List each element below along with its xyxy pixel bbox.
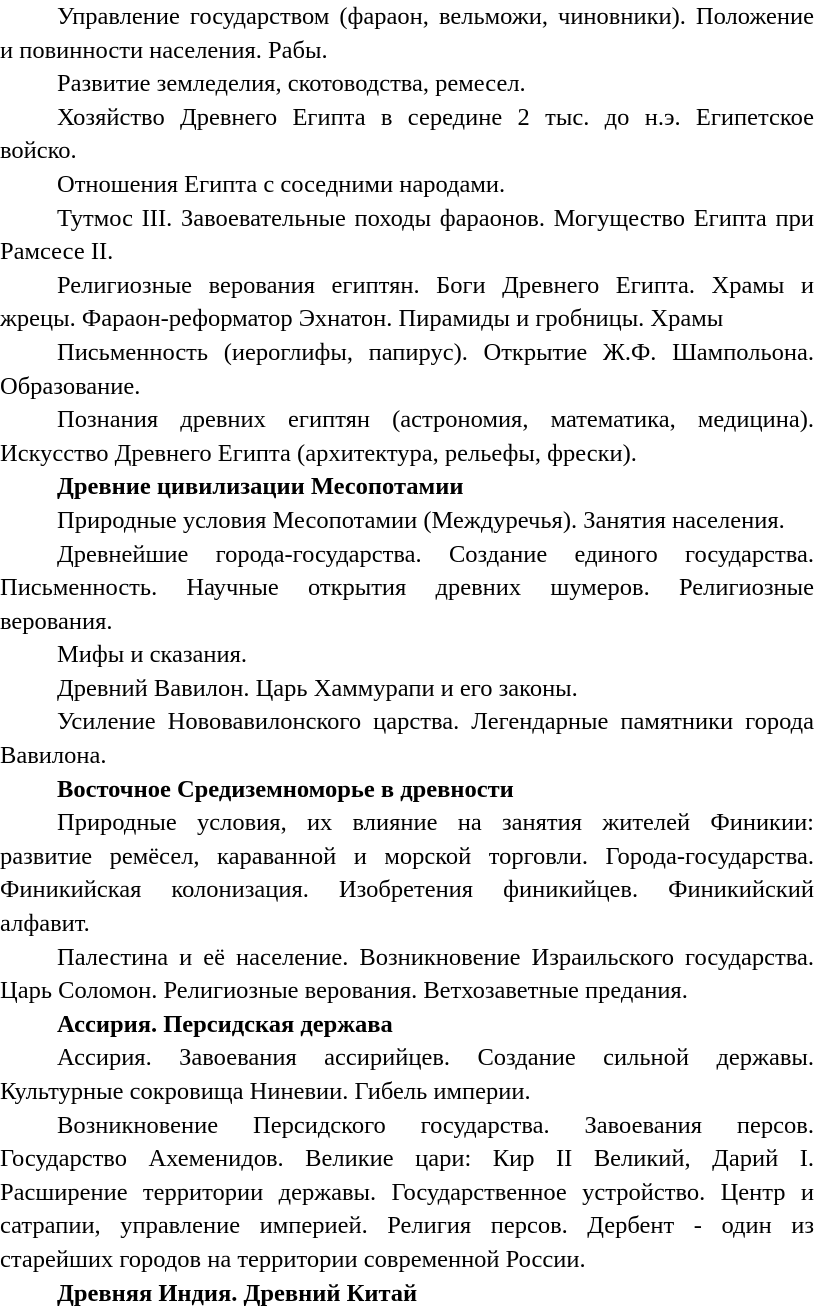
section-heading: Древняя Индия. Древний Китай (57, 1279, 418, 1307)
text-line: Возникновение Персидского государства. Завоевания персов. (57, 1111, 814, 1139)
text-line: Природные условия, их влияние на занятия жителей Финикии: (57, 809, 814, 837)
text-line: Царь Соломон. Религиозные верования. Ветхозаветные предания. (0, 977, 688, 1005)
text-line: Вавилона. (0, 742, 107, 770)
text-line: Письменность (иероглифы, папирус). Открытие Ж.Ф. Шампольона. (57, 338, 814, 366)
text-line: Рамсесе II. (0, 238, 114, 266)
text-line: старейших городов на территории современной России. (0, 1245, 586, 1273)
text-line: и повинности населения. Рабы. (0, 36, 328, 64)
text-line: Мифы и сказания. (57, 641, 248, 669)
text-line: верования. (0, 607, 113, 635)
text-line: развитие ремёсел, караванной и морской торговли. Города-государства. (0, 842, 814, 870)
text-line: Финикийская колонизация. Изобретения финикийцев. Финикийский (0, 876, 814, 904)
text-line: алфавит. (0, 910, 90, 938)
text-line: Усиление Нововавилонского царства. Легендарные памятники города (57, 708, 814, 736)
text-line: Познания древних египтян (астрономия, математика, медицина). (57, 406, 814, 434)
section-heading: Ассирия. Персидская держава (57, 1010, 393, 1038)
section-heading: Древние цивилизации Месопотамии (57, 473, 464, 501)
text-line: Природные условия Месопотамии (Междуречья). Занятия населения. (57, 506, 785, 534)
text-line: Древний Вавилон. Царь Хаммурапи и его законы. (57, 674, 578, 702)
text-line: Ассирия. Завоевания ассирийцев. Создание сильной державы. (57, 1044, 814, 1072)
text-line: войско. (0, 137, 77, 165)
text-line: сатрапии, управление империей. Религия персов. Дербент - один из (0, 1212, 814, 1240)
text-line: Отношения Египта с соседними народами. (57, 170, 506, 198)
text-line: Тутмос III. Завоевательные походы фараонов. Могущество Египта при (57, 204, 814, 232)
text-line: Развитие земледелия, скотоводства, ремесел. (57, 70, 526, 98)
text-line: Письменность. Научные открытия древних шумеров. Религиозные (0, 574, 814, 602)
text-line: Государство Ахеменидов. Великие цари: Кир II Великий, Дарий I. (0, 1145, 814, 1173)
text-line: Управление государством (фараон, вельможи, чиновники). Положение (57, 3, 814, 30)
text-line: Хозяйство Древнего Египта в середине 2 тыс. до н.э. Египетское (57, 103, 814, 131)
text-line: жрецы. Фараон-реформатор Эхнатон. Пирамиды и гробницы. Храмы (0, 305, 724, 333)
section-heading: Восточное Средиземноморье в древности (57, 775, 514, 803)
text-line: Искусство Древнего Египта (архитектура, рельефы, фрески). (0, 439, 637, 467)
text-line: Расширение территории державы. Государственное устройство. Центр и (0, 1178, 814, 1206)
text-line: Религиозные верования египтян. Боги Древнего Египта. Храмы и (57, 271, 814, 299)
text-line: Древнейшие города-государства. Создание единого государства. (57, 540, 814, 568)
text-line: Культурные сокровища Ниневии. Гибель империи. (0, 1078, 531, 1105)
text-line: Образование. (0, 372, 141, 400)
text-line: Палестина и её население. Возникновение Израильского государства. (57, 943, 814, 971)
